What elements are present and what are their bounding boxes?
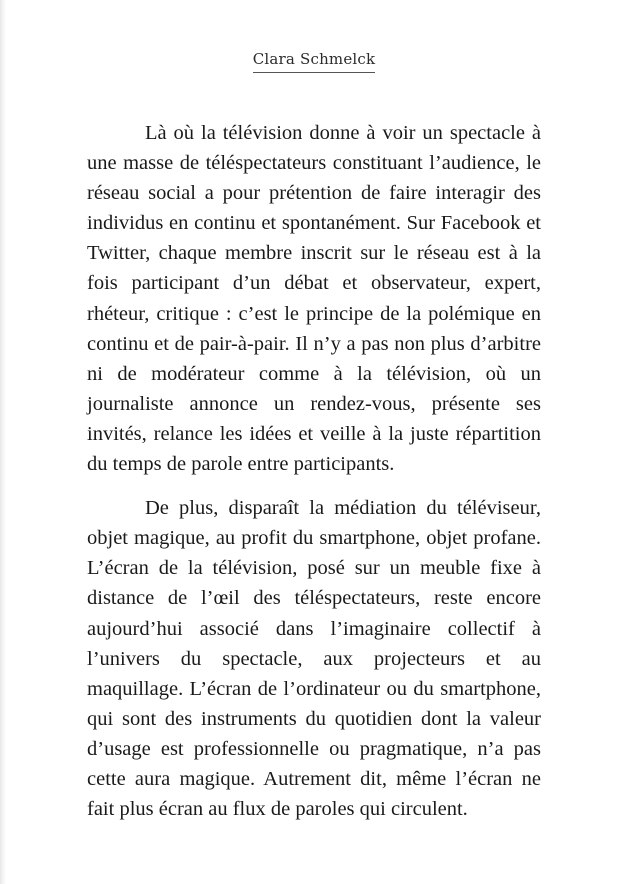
page-edge-shadow: [0, 0, 6, 884]
running-header-author: Clara Schmelck: [253, 50, 376, 73]
body-text: [87, 118, 541, 824]
paragraph-2: De plus, disparaît la médiation du téléviseur, objet magique, au profit du smartphone, objet profane. L’écran de la télévision, posé sur un meuble fixe à distance de l’œil des téléspectateurs, reste encore aujourd’hui associé dans l’imaginaire collectif à l’univers du spectacle, aux projecteurs et au maquillage. L’écran de l’ordinateur ou du smartphone, qui sont des instruments du quotidien dont la valeur d’usage est professionnelle ou pragmatique, n’a pas cette aura magique. Autrement dit, même l’écran ne fait plus écran au flux de paroles qui circulent.: [87, 497, 541, 821]
running-header: [0, 50, 628, 73]
paragraph-1: Là où la télévision donne à voir un spectacle à une masse de téléspectateurs constituant l’audience, le réseau social a pour prétention de faire interagir des individus en continu et spontanément. Sur Facebook et Twitter, chaque membre inscrit sur le réseau est à la fois participant d’un débat et observateur, expert, rhéteur, critique : c’est le principe de la polémique en continu et de pair-à-pair. Il n’y a pas non plus d’arbitre ni de modérateur comme à la télévision, où un journaliste annonce un rendez-vous, présente ses invités, relance les idées et veille à la juste répartition du temps de parole entre participants.: [87, 122, 541, 476]
